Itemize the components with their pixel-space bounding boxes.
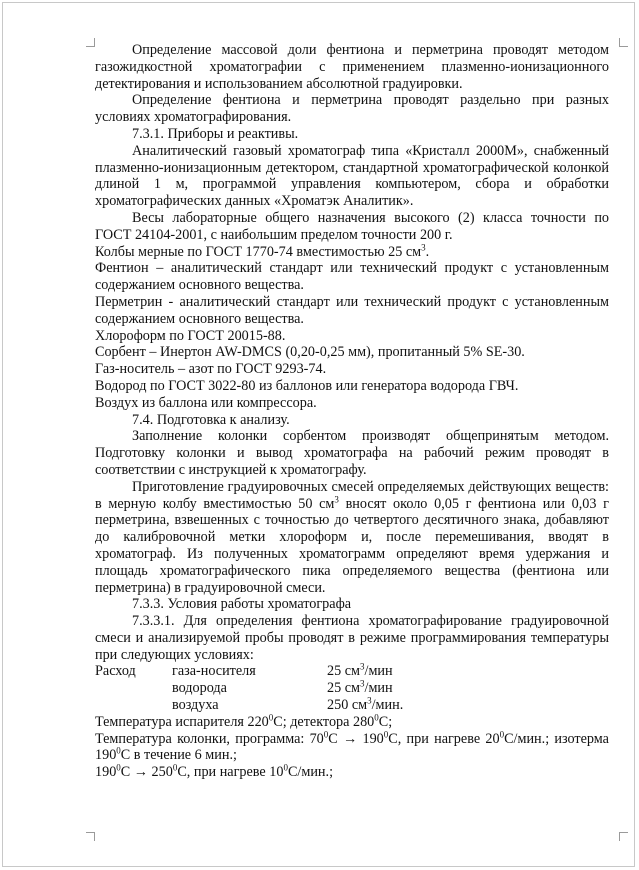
paragraph-scales: Весы лабораторные общего назначения высокого (2) класса точности по ГОСТ 24104-2001, с наибольшим пределом точности 200 г. <box>95 209 609 243</box>
paragraph-evaporator-temp: Температура испарителя $220^0С$; детектора $280^0С$; <box>95 712 393 730</box>
corner-mark-bottom-left <box>86 832 95 841</box>
paragraph-permethrin: Перметрин - аналитический стандарт или технический продукт с установленным содержанием основного вещества. <box>95 293 609 327</box>
paragraph-sorbent: Сорбент – Инертон AW-DMCS (0,20-0,25 мм), пропитанный 5% SE-30. <box>95 344 525 361</box>
paragraph-carrier-gas: Газ-носитель – азот по ГОСТ 9293-74. <box>95 361 327 378</box>
heading-7-4: 7.4. Подготовка к анализу. <box>132 411 290 428</box>
flow-gas: газа-носителя <box>172 663 256 680</box>
flow-gas: водорода <box>172 680 227 697</box>
paragraph-chromatograph: Аналитический газовый хроматограф типа «Кристалл 2000М», снабженный плазменно-ионизационным детектором, стандартной хроматографической колонкой длиной 1 м, программой управления компьютером, сбора и обработки хроматографических данных «Хроматэк Аналитик». <box>95 142 609 210</box>
flow-value: 25 $см^3$/мин <box>327 678 393 697</box>
flow-label: Расход <box>95 663 136 680</box>
flow-row <box>95 680 403 697</box>
paragraph-separate: Определение фентиона и перметрина проводят раздельно при разных условиях хроматографирования. <box>95 92 609 126</box>
paragraph-chloroform: Хлороформ по ГОСТ 20015-88. <box>95 327 286 344</box>
paragraph-air: Воздух из баллона или компрессора. <box>95 394 317 411</box>
paragraph-fenthion: Фентион – аналитический стандарт или технический продукт с установленным содержанием основного вещества. <box>95 260 609 294</box>
flow-rate-table <box>95 663 403 713</box>
paragraph-calibration: Приготовление градуировочных смесей определяемых действующих веществ: в мерную колбу вместимостью 50 $см^3$ вносят около 0,05 г фентиона или 0,03 г перметрина, взвешенных с точностью до четвертого десятичного знака, добавляют до калибровочной метки хлороформ и, после перемешивания, вводят в хроматограф. Из полученных хроматограмм определяют время удержания и площадь хроматографического пика определяемого вещества (фентиона или перметрина) в градуировочной смеси. <box>95 478 609 596</box>
flow-value: 250 $см^3$/мин. <box>327 695 404 714</box>
corner-mark-top-right <box>619 38 628 47</box>
flow-gas: воздуха <box>172 697 219 714</box>
document-body <box>95 42 609 781</box>
paragraph-column-temp: Температура колонки, программа: $70^0С \to 190^0С$, при нагреве $20^0С$/мин.; изотерма $190^0С$ в течение 6 мин.; <box>95 728 609 764</box>
flow-value: 25 $см^3$/мин <box>327 661 393 680</box>
corner-mark-top-left <box>86 38 95 47</box>
flow-row <box>95 663 403 680</box>
paragraph-temp-ramp: $190^0С \to 250^0С$, при нагреве $10^0С$/мин.; <box>95 762 334 781</box>
paragraph-flasks: Колбы мерные по ГОСТ 1770-74 вместимостью 25 $см^3$. <box>95 241 430 260</box>
corner-mark-bottom-right <box>619 832 628 841</box>
paragraph-conditions: 7.3.3.1. Для определения фентиона хроматографирование градуировочной смеси и анализируемой пробы проводят в режиме программирования температуры при следующих условиях: <box>95 613 609 663</box>
flow-row <box>95 697 403 714</box>
paragraph-column-fill: Заполнение колонки сорбентом производят общепринятым методом. Подготовку колонки и вывод хроматографа на рабочий режим проводят в соответствии с инструкцией к хроматографу. <box>95 428 609 478</box>
paragraph-hydrogen: Водород по ГОСТ 3022-80 из баллонов или генератора водорода ГВЧ. <box>95 377 519 394</box>
paragraph-method: Определение массовой доли фентиона и перметрина проводят методом газожидкостной хроматографии с применением плазменно-ионизационного детектирования и использованием абсолютной градуировки. <box>95 42 609 92</box>
heading-7-3-1: 7.3.1. Приборы и реактивы. <box>132 125 299 142</box>
heading-7-3-3: 7.3.3. Условия работы хроматографа <box>132 596 352 613</box>
